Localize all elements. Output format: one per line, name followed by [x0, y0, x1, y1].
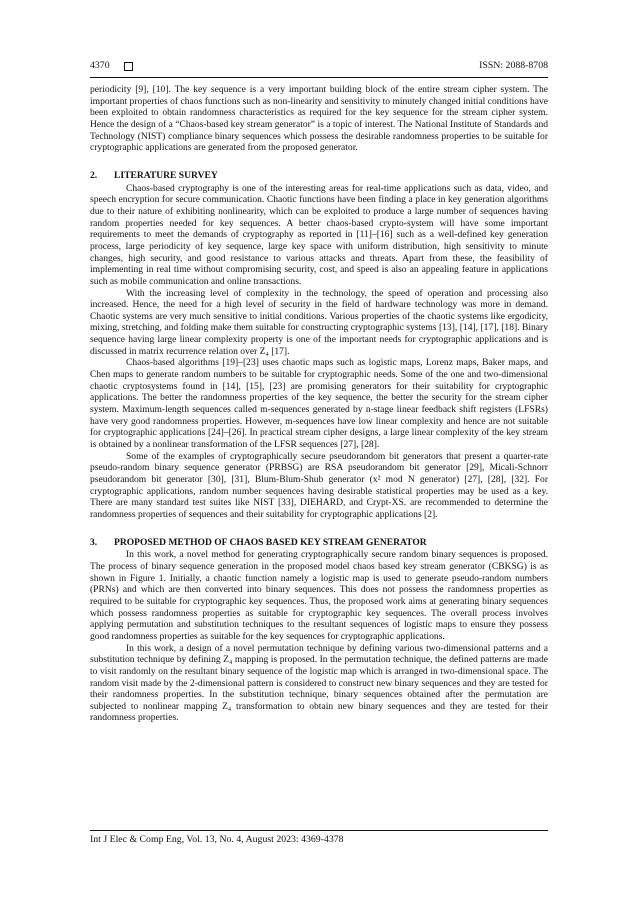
header-rule	[90, 77, 548, 78]
page-footer	[90, 834, 548, 846]
section-2-number: 2.	[90, 169, 98, 181]
section-3-title: PROPOSED METHOD OF CHAOS BASED KEY STREAM GENERATOR	[114, 536, 427, 548]
page-body	[90, 84, 548, 724]
intro-paragraph: periodicity [9], [10]. The key sequence is a very important building block of the entire stream cipher system. The important properties of chaos functions such as non-linearity and sensitivity to minutely changed initial conditions have been exploited to obtain randomness characteristics as required for the key sequence for the stream cipher system. Hence the design of a “Chaos-based key stream generator” is a topic of interest. The National Institute of Standards and Technology (NIST) compliance binary sequences which possess the desirable randomness properties to be suitable for cryptographic applications are generated from the proposed generator.	[90, 84, 548, 154]
issn-label: ISSN: 2088-8708	[479, 60, 548, 71]
section-3-number: 3.	[90, 536, 98, 548]
header-left	[90, 60, 133, 72]
section-2-paragraph: Chaos-based cryptography is one of the interesting areas for real-time applications such as data, video, and speech encryption for secure communication. Chaotic functions have been finding a place in key generation algorithms due to their nature of exhibiting nonlinearity, which can be exploited to produce a large number of sequences having random properties needed for key sequences. A better chaos-based crypto-system will have some important requirements to meet the demands of cryptography as reported in [11]–[16] such as a well-defined key generation process, large periodicity of key sequence, large key space with uniform distribution, high sensitivity to minute changes, high security, and good resistance to various attacks and threats. Apart from these, the feasibility of implementing in real time without compromising security, cost, and speed is also an appealing feature in applications such as mobile communication and online transactions.	[90, 182, 548, 287]
section-2-paragraph: Chaos-based algorithms [19]–[23] uses chaotic maps such as logistic maps, Lorenz maps, Baker maps, and Chen maps to generate random numbers to be suitable for cryptographic needs. Some of the one and two-dimensional chaotic cryptosystems found in [14], [15], [23] are promising generators for their suitability for cryptographic applications. The better the randomness properties of the key sequence, the better the security for the stream cipher system. Maximum-length sequences called m-sequences generated by n-stage linear feedback shift registers (LFSRs) have very good randomness properties. However, m-sequences have low linear complexity and hence are not suitable for cryptographic applications [24]–[26]. In practical stream cipher designs, a large linear complexity of the key stream is obtained by a nonlinear transformation of the LFSR sequences [27], [28].	[90, 357, 548, 451]
page-number: 4370	[90, 60, 110, 71]
page-header	[90, 60, 548, 72]
square-box-icon	[124, 62, 133, 71]
section-2-paragraph: With the increasing level of complexity in the technology, the speed of operation and processing also increased. Hence, the need for a high level of security in the field of hardware technology was more in demand. Chaotic systems are very much sensitive to initial conditions. Various properties of the chaotic systems like ergodicity, mixing, stretching, and folding make them suitable for constructing cryptographic systems [13], [14], [17], [18]. Binary sequence having large linear complexity property is one of the important needs for cryptographic applications and is discussed in matrix recurrence relation over Z₄ [17].	[90, 287, 548, 357]
section-3-paragraph: In this work, a novel method for generating cryptographically secure random binary sequences is proposed. The process of binary sequence generation in the proposed model chaos based key stream generator (CBKSG) is as shown in Figure 1. Initially, a chaotic function namely a logistic map is used to generate pseudo-random numbers (PRNs) and which are then converted into binary sequences. This does not possess the randomness properties as required to be suitable for cryptographic key sequences. Thus, the proposed work aims at generating binary sequences which possess randomness properties as suitable for cryptographic key sequences. The overall process involves applying permutation and substitution techniques to the resultant sequences of logistic maps to ensure they possess good randomness properties as suitable for the key sequences for cryptographic applications.	[90, 549, 548, 642]
section-2-paragraph: Some of the examples of cryptographically secure pseudorandom bit generators that present a quarter-rate pseudo-random binary sequence generator (PRBSG) are RSA pseudorandom bit generator [29], Micali-Schnorr pseudorandom bit generator [30], [31], Blum-Blum-Shub generator (x² mod N generator) [27], [28], [32]. For cryptographic applications, random number sequences having desirable statistical properties may be used as a key. There are many standard test suites like NIST [33], DIEHARD, and Crypt-XS. are recommended to determine the randomness properties of sequences and their suitability for cryptographic applications [2].	[90, 450, 548, 520]
section-2-heading	[90, 170, 548, 182]
section-2-title: LITERATURE SURVEY	[114, 169, 218, 181]
section-3-heading	[90, 537, 548, 549]
journal-citation: Int J Elec & Comp Eng, Vol. 13, No. 4, August 2023: 4369-4378	[90, 834, 344, 845]
footer-rule	[90, 830, 548, 831]
section-3-paragraph: In this work, a design of a novel permutation technique by defining various two-dimensional patterns and a substitution technique by defining Z₄ mapping is proposed. In the permutation technique, the defined patterns are made to visit randomly on the resultant binary sequence of the logistic map which is arranged in two-dimensional space. The random visit made by the 2-dimensional pattern is considered to construct new binary sequences and they are tested for their randomness properties. In the substitution technique, binary sequences obtained after the permutation are subjected to nonlinear mapping Z₄ transformation to obtain new binary sequences and they are tested for their randomness properties.	[90, 642, 548, 724]
